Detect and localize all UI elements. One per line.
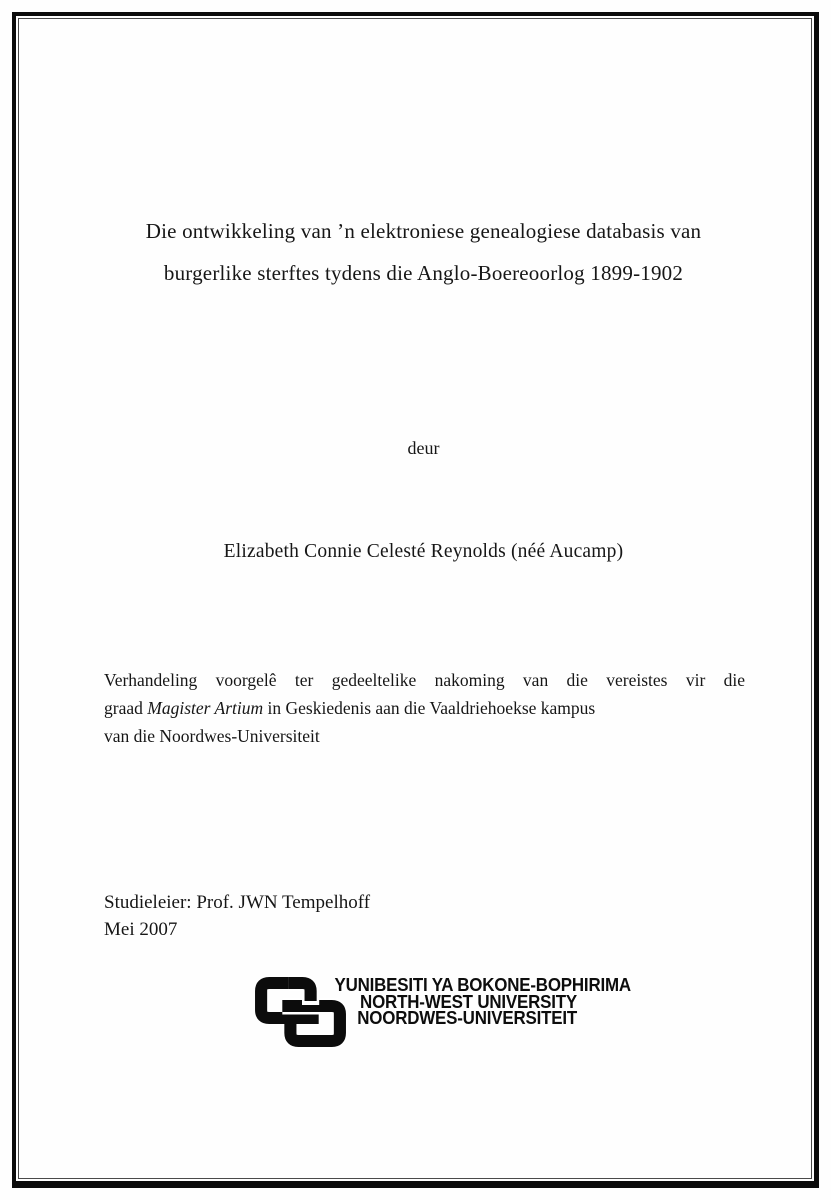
supervisor-date-block <box>104 889 370 943</box>
university-name-setswana: YUNIBESITI YA BOKONE-BOPHIRIMA <box>334 975 631 995</box>
university-logo <box>252 972 631 1054</box>
university-name-english: NORTH-WEST UNIVERSITY <box>360 991 577 1012</box>
thesis-title-line2: burgerlike sterftes tydens die Anglo-Boereoorlog 1899-1902 <box>163 261 684 285</box>
degree-statement-line2-prefix: graad <box>104 698 148 718</box>
degree-statement <box>104 666 745 750</box>
supervisor-line: Studieleier: Prof. JWN Tempelhoff <box>104 892 371 913</box>
author-name: Elizabeth Connie Celesté Reynolds (néé Aucamp) <box>223 541 624 562</box>
date-line: Mei 2007 <box>104 919 178 940</box>
university-name-afrikaans: NOORDWES-UNIVERSITEIT <box>357 1008 577 1028</box>
thesis-title-line1: Die ontwikkeling van ’n elektroniese genealogiese databasis van <box>145 219 702 243</box>
degree-statement-line2 <box>104 694 745 722</box>
university-logo-text <box>334 975 631 1028</box>
degree-name-italic: Magister Artium <box>147 698 264 718</box>
degree-statement-line3: van die Noordwes-Universiteit <box>104 726 320 746</box>
degree-statement-line2-suffix: in Geskiedenis aan die Vaaldriehoekse kampus <box>263 698 596 718</box>
thesis-title <box>30 210 817 294</box>
byline-label: deur <box>407 438 440 458</box>
degree-statement-line1: Verhandeling voorgelê ter gedeeltelike nakoming van die vereistes vir die <box>104 670 745 690</box>
